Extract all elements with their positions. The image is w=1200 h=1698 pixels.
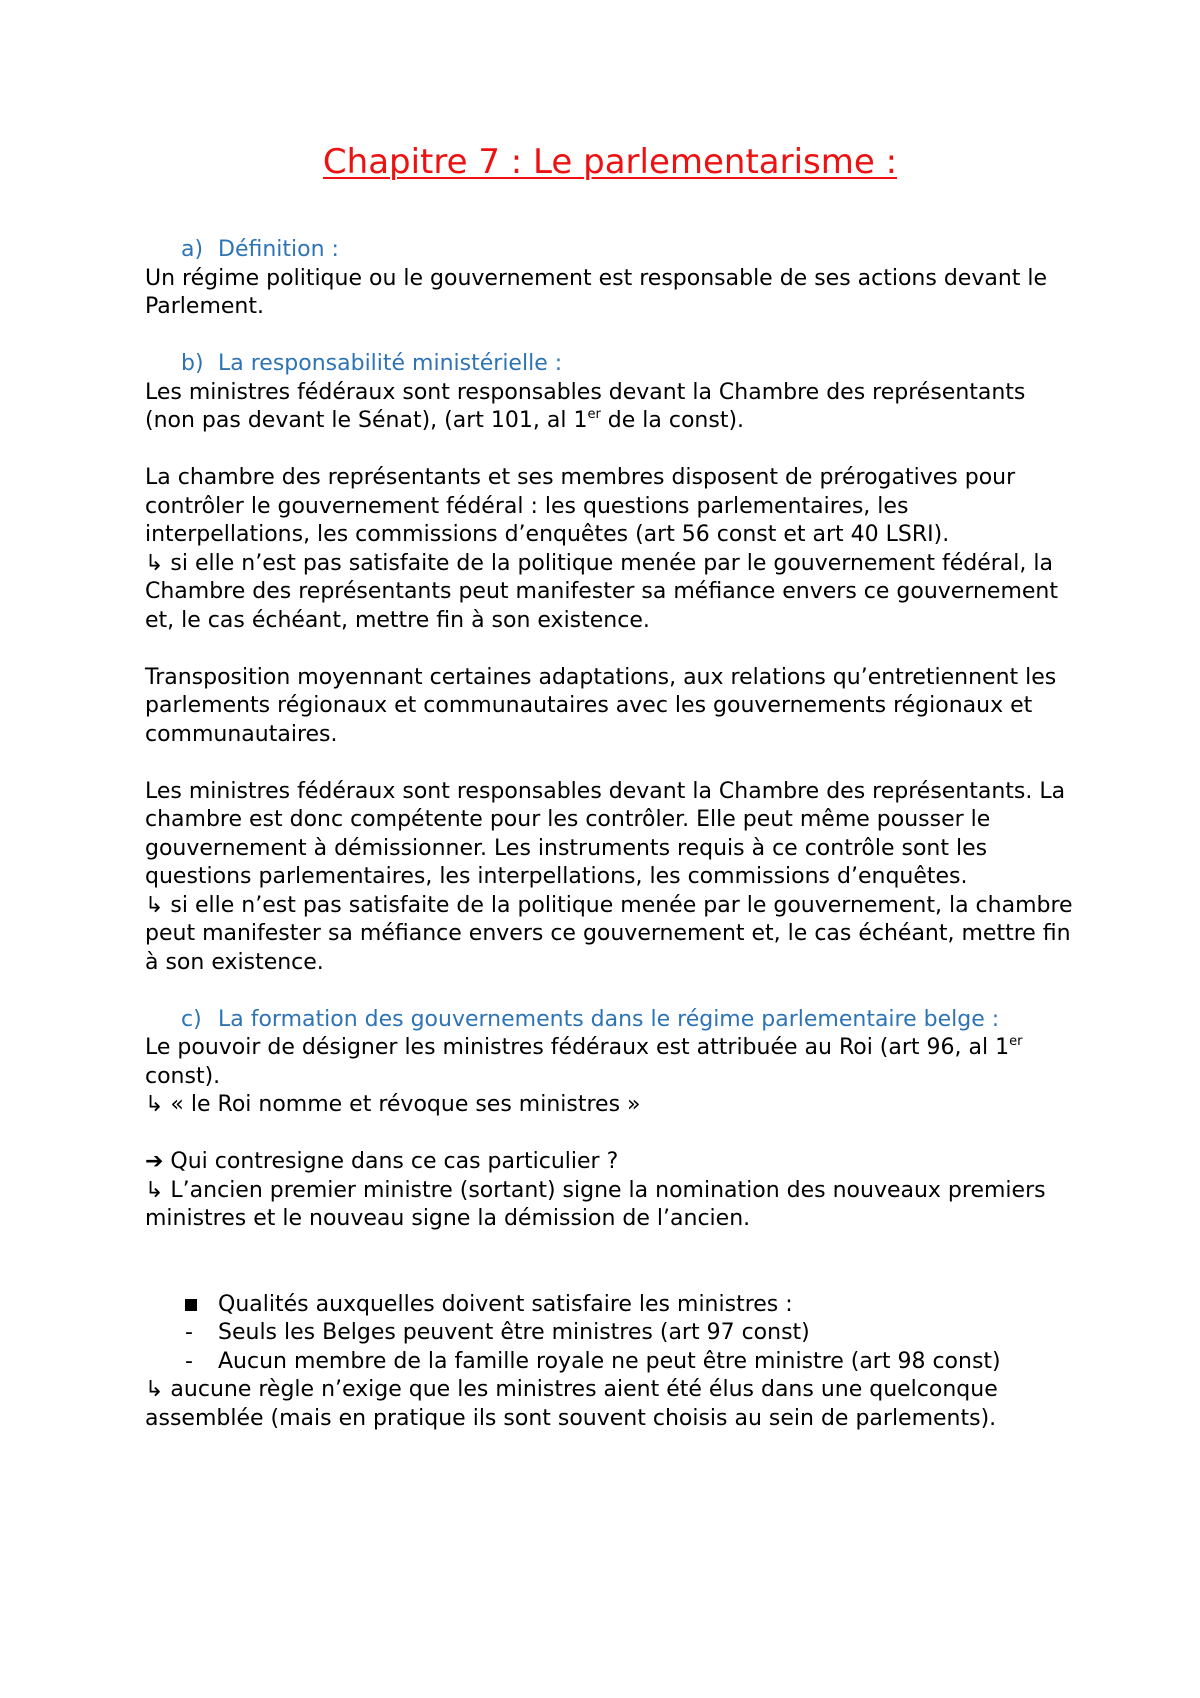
section-b-paragraph-4-consequence: ↳ si elle n’est pas satisfaite de la politique menée par le gouvernement, la chambre peut manifester sa méfiance envers ce gouvernement et, le cas échéant, mettre fin à son existence. [145,892,1073,975]
section-c-heading [145,1006,1075,1035]
section-c-answer: ↳ L’ancien premier ministre (sortant) signe la nomination des nouveaux premiers ministres et le nouveau signe la démission de l’ancien. [145,1177,1046,1231]
section-c-question: ➔ Qui contresigne dans ce cas particulier ? [145,1149,619,1174]
section-a-number: a) [181,237,204,262]
section-b-paragraph-2-consequence: ↳ si elle n’est pas satisfaite de la politique menée par le gouvernement fédéral, la Chambre des représentants peut manifester sa méfiance envers ce gouvernement et, le cas échéant, mettre fin à son existence. [145,550,1058,633]
section-b-paragraph-3: Transposition moyennant certaines adaptations, aux relations qu’entretiennent les parlements régionaux et communautaires avec les gouvernements régionaux et communautaires. [145,664,1057,747]
dash-marker: - [185,1320,193,1345]
qualities-text: Qualités auxquelles doivent satisfaire les ministres : [218,1291,793,1317]
document-body [145,140,1075,1433]
section-a-heading [145,236,1075,265]
section-b-heading [145,350,1075,379]
dash-item-text: Seuls les Belges peuvent être ministres (art 97 const) [218,1320,810,1345]
section-b-paragraph-1: Les ministres fédéraux sont responsables devant la Chambre des représentants (non pas devant le Sénat), (art 101, al 1er de la const). [145,379,1026,433]
section-c-title: La formation des gouvernements dans le régime parlementaire belge : [218,1006,1000,1032]
section-b-paragraph-4: Les ministres fédéraux sont responsables devant la Chambre des représentants. La chambre est donc compétente pour les contrôler. Elle peut même pousser le gouvernement à démissionner. Les instruments requis à ce contrôle sont les questions parlementaires, les interpellations, les commissions d’enquêtes. [145,778,1066,889]
section-c-quote: ↳ « le Roi nomme et révoque ses ministres » [145,1092,641,1117]
chapter-title: Chapitre 7 : Le parlementarisme : [322,142,898,182]
dash-marker: - [185,1348,193,1374]
section-a-title: Définition : [218,237,339,262]
section-b-title: La responsabilité ministérielle : [218,351,563,376]
section-b-paragraph-2: La chambre des représentants et ses membres disposent de prérogatives pour contrôler le gouvernement fédéral : les questions parlementaires, les interpellations, les commissions d’enquêtes (art 56 const et art 40 LSRI). [145,465,1016,547]
section-c-paragraph-1: Le pouvoir de désigner les ministres fédéraux est attribuée au Roi (art 96, al 1er const). [145,1034,1023,1089]
section-c-final-note: ↳ aucune règle n’exige que les ministres aient été élus dans une quelconque assemblée (mais en pratique ils sont souvent choisis au sein de parlements). [145,1377,998,1431]
section-a-text: Un régime politique ou le gouvernement est responsable de ses actions devant le Parlement. [145,265,1048,319]
dash-list-item [145,1348,1075,1377]
section-b-number: b) [181,351,204,376]
dash-list-item [145,1319,1075,1348]
section-c-number: c) [181,1006,202,1032]
square-bullet-icon [185,1299,197,1311]
qualities-bullet [145,1291,1075,1320]
dash-item-text: Aucun membre de la famille royale ne peut être ministre (art 98 const) [218,1348,1001,1374]
